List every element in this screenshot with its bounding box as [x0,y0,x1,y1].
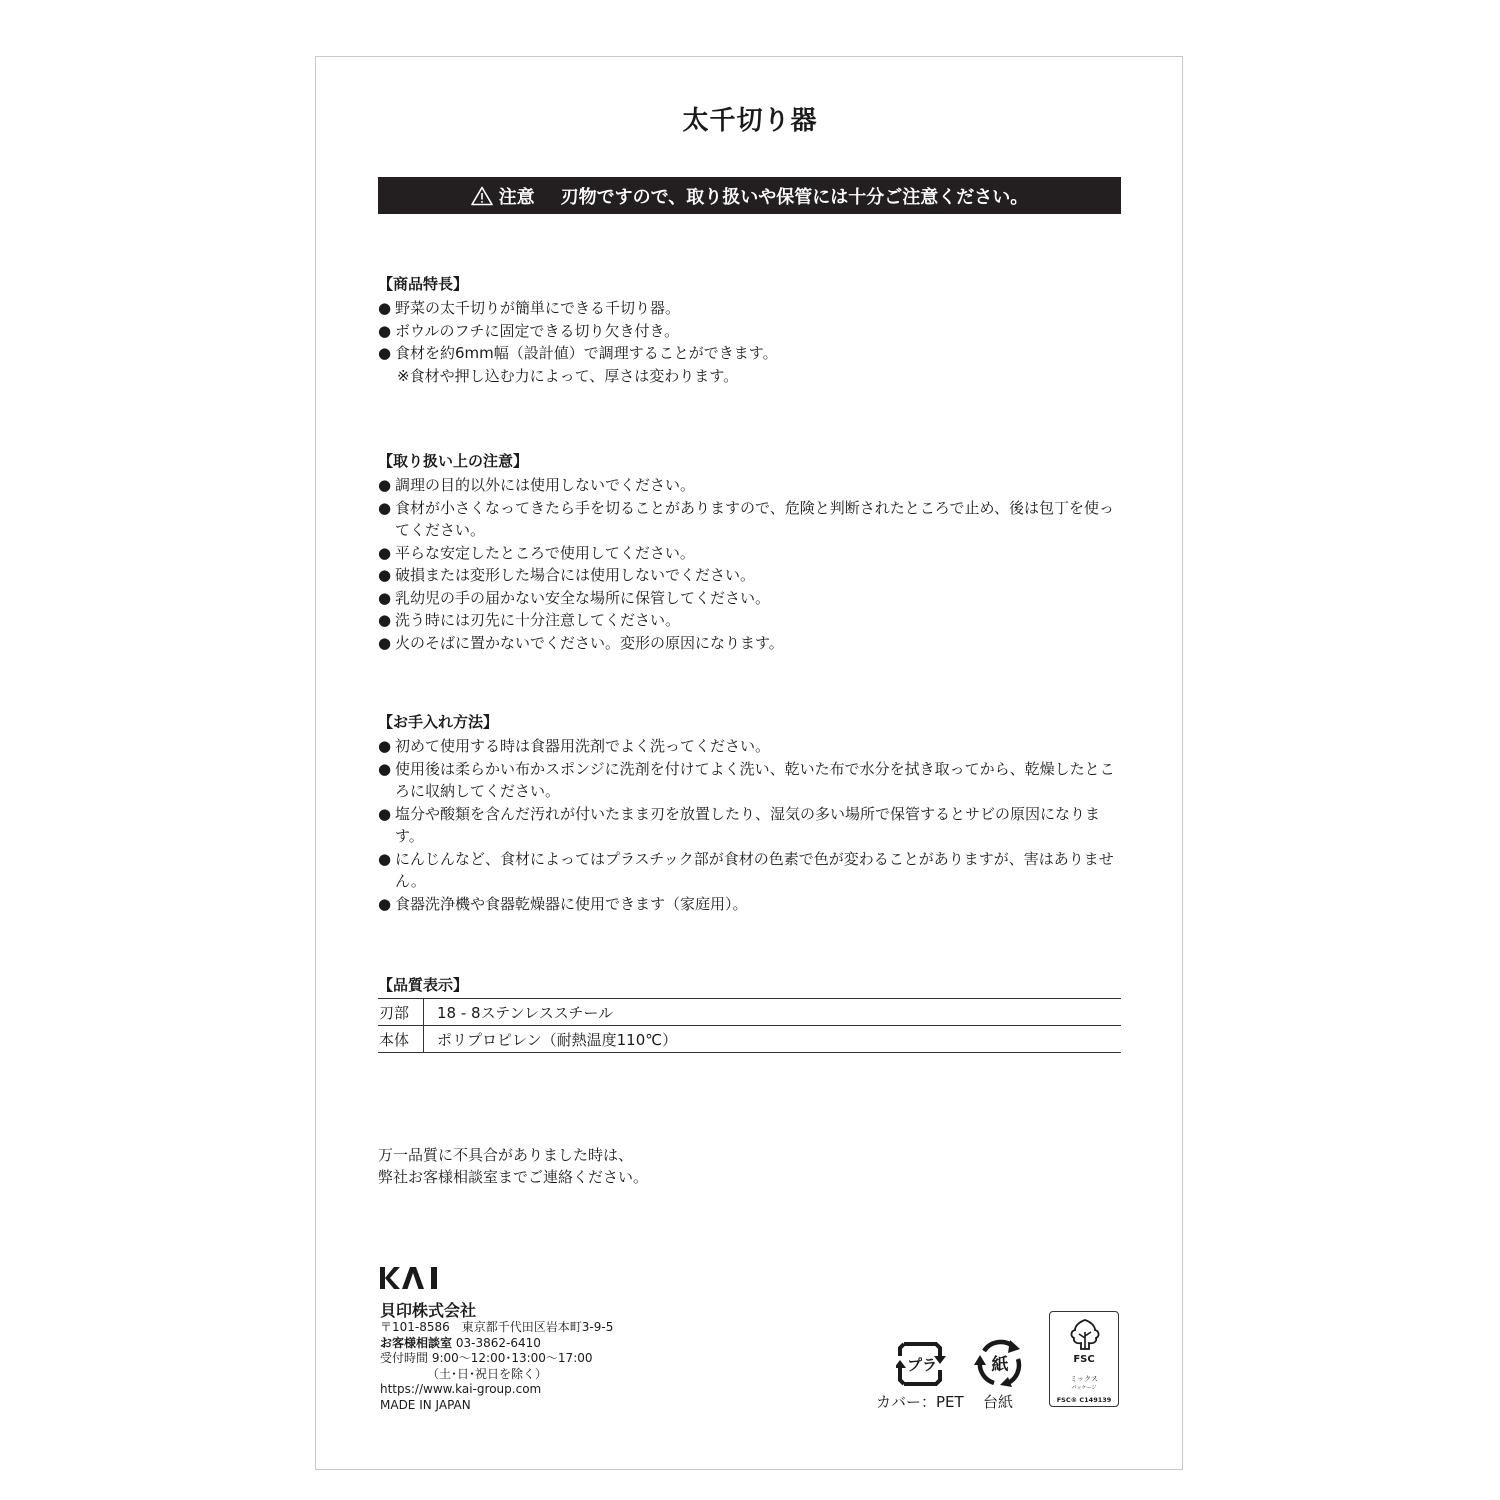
kai-logo [380,1266,440,1290]
list-item [378,893,1128,916]
table-row [378,999,1121,1026]
item-text: 初めて使用する時は食器用洗剤でよく洗ってください。 [395,737,771,755]
handling-heading: 【取り扱い上の注意】 [378,452,529,470]
item-text: 調理の目的以外には使用しないでください。 [395,476,696,494]
list-item [378,474,1128,497]
bullet-icon: ● [378,321,392,340]
list-item [378,297,1128,320]
item-text: 火のそばに置かないでください。変形の原因になります。 [395,633,784,652]
contact-line: 万一品質に不具合がありました時は、 [378,1146,634,1164]
fsc-mark [1049,1311,1119,1407]
item-text: ボウルのフチに固定できる切り欠き付き。 [395,321,679,340]
item-text: 野菜の太千切りが簡単にできる千切り器。 [395,299,681,317]
quality-key: 刃部 [378,999,424,1026]
quality-value: ポリプロピレン（耐熱温度110℃） [424,1026,1122,1053]
list-item [378,735,1128,758]
list-item [378,542,1128,565]
list-item [378,609,1128,632]
bullet-icon: ● [378,566,392,584]
bullet-icon: ● [378,476,392,494]
support-phone: 03-3862-6410 [455,1335,541,1350]
item-text: 食器洗浄機や食器乾燥器に使用できます（家庭用）。 [395,894,748,913]
plastic-recycle-icon [896,1338,948,1388]
caution-banner [378,177,1121,214]
bullet-icon: ● [378,737,392,755]
company-info [380,1320,613,1414]
page-title: 太千切り器 [682,106,818,136]
item-text: にんじんなど、食材によってはプラスチック部が食材の色素で色が変わることがありますが、害はありません。 [395,849,1114,890]
item-text: 破損または変形した場合には使用しないでください。 [395,566,756,584]
bullet-icon: ● [378,299,392,317]
list-item [378,803,1123,848]
item-text: 食材が小さくなってきたら手を切ることがありますので、危険と判断されたところで止め、後は包丁を使ってください。 [395,498,1114,539]
bullet-icon: ● [378,849,392,868]
quality-heading: 【品質表示】 [378,976,469,994]
list-item [378,320,1128,343]
paper-label: 台紙 [983,1393,1014,1411]
item-text: 塩分や酸類を含んだ汚れが付いたまま刃を放置したり、湿気の多い場所で保管するとサビの原因になります。 [395,804,1101,845]
fsc-kind: ミックス [1070,1375,1098,1383]
item-text: 乳幼児の手の届かない安全な場所に保管してください。 [395,588,771,607]
bullet-icon: ● [378,633,392,652]
care-heading: 【お手入れ方法】 [378,713,499,731]
bullet-icon: ● [378,543,392,562]
list-item [378,564,1128,587]
support-holidays: （土･日･祝日を除く） [427,1366,548,1381]
fsc-tree-icon [1065,1316,1105,1352]
caution-label: 注意 [498,186,535,208]
list-item [378,848,1123,893]
bullet-icon: ● [378,588,392,607]
paper-recycle-icon [974,1337,1026,1389]
bullet-icon: ● [378,894,392,913]
item-text: 食材を約6mm幅（設計値）で調理することができます。 [395,344,778,362]
list-item [378,342,1128,387]
care-list [378,735,1128,915]
item-text: 平らな安定したところで使用してください。 [395,543,695,562]
list-item [378,497,1123,542]
company-url[interactable]: https://www.kai-group.com [380,1382,542,1397]
fsc-sub: パッケージ [1071,1385,1097,1391]
company-address: 〒101-8586 東京都千代田区岩本町3-9-5 [380,1320,614,1334]
list-item [378,758,1123,803]
features-section [378,273,1128,387]
item-text: 使用後は柔らかい布かスポンジに洗剤を付けてよく洗い、乾いた布で水分を拭き取ってから、乾燥したところに収納してください。 [395,759,1115,800]
list-item [378,587,1128,610]
caution-text: 刃物ですので、取り扱いや保管には十分ご注意ください。 [560,186,1029,208]
bullet-icon: ● [378,344,392,362]
item-text: 洗う時には刃先に十分注意してください。 [395,611,681,629]
features-heading: 【商品特長】 [378,275,469,293]
bullet-icon: ● [378,804,392,823]
fsc-name: FSC [1073,1354,1095,1365]
quality-key: 本体 [378,1026,424,1053]
bullet-icon: ● [378,759,392,778]
quality-section [378,974,1128,998]
handling-list [378,474,1128,654]
bullet-icon: ● [378,498,392,517]
support-hours: 受付時間 9:00〜12:00･13:00〜17:00 [380,1351,593,1366]
contact-note [378,1144,648,1188]
quality-value: 18 - 8ステンレススチール [424,999,1122,1026]
made-in: MADE IN JAPAN [380,1397,471,1412]
warning-icon [471,186,493,206]
features-list [378,297,1128,387]
table-row [378,1026,1121,1053]
pla-symbol-text: プラ [906,1356,938,1374]
paper-symbol-text: 紙 [991,1355,1009,1375]
support-label: お客様相談室 [380,1335,453,1350]
pla-label: カバー：PET [876,1393,964,1411]
list-item [378,632,1128,655]
item-note: ※食材や押し込む力によって、厚さは変わります。 [397,366,739,385]
handling-section [378,450,1128,654]
fsc-code: FSC® C149139 [1056,1396,1112,1404]
bullet-icon: ● [378,611,392,629]
contact-line: 弊社お客様相談室までご連絡ください。 [378,1168,649,1186]
company-name: 貝印株式会社 [380,1301,477,1320]
quality-table [378,998,1121,1053]
care-section [378,711,1128,915]
